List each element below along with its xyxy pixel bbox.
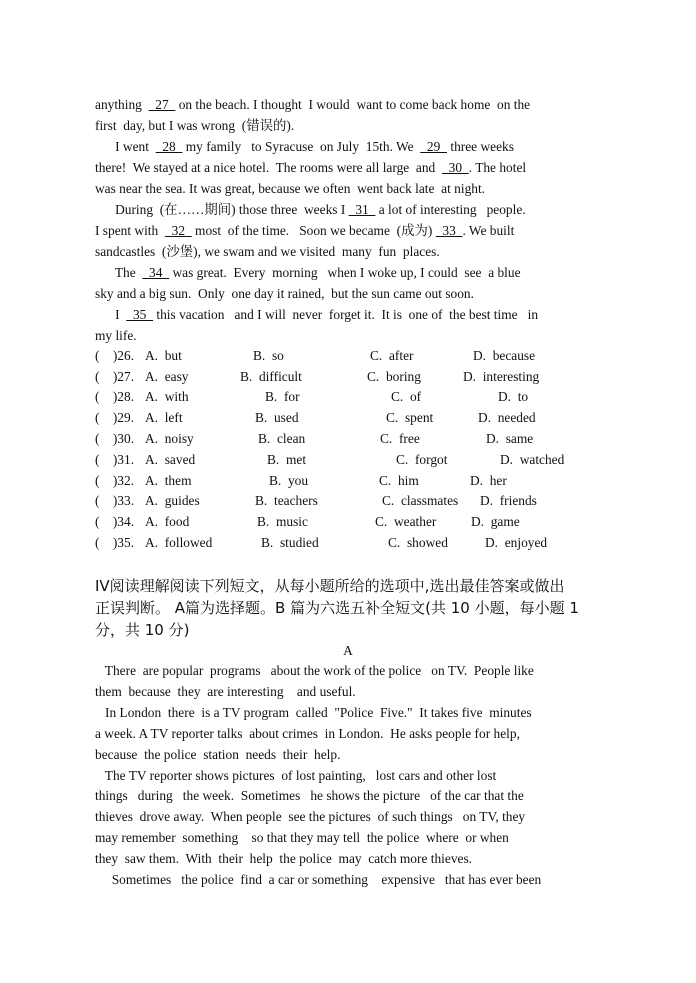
question-number[interactable]: ( )32.	[95, 473, 135, 488]
blank-29: 29	[420, 139, 448, 154]
question-number[interactable]: ( )31.	[95, 452, 135, 467]
passage-line: was near the sea. It was great, because we often went back late at night.	[95, 181, 486, 196]
option-a: A. them	[145, 473, 192, 488]
passage-line: things during the week. Sometimes he shows the picture of the car that the	[95, 788, 524, 803]
passage-line: Sometimes the police find a car or something expensive that has ever been	[95, 872, 542, 887]
blank-30: 30	[441, 160, 469, 175]
question-row	[95, 429, 615, 449]
blank-35: 35	[126, 307, 154, 322]
passage-line: them because they are interesting and useful.	[95, 684, 356, 699]
option-d: D. enjoyed	[485, 535, 548, 550]
question-row	[95, 491, 615, 511]
option-b: B. music	[257, 514, 308, 529]
passage-line: thieves drove away. When people see the pictures of such things on TV, they	[95, 809, 526, 824]
passage-line: In London there is a TV program called "Police Five." It takes five minutes	[95, 705, 532, 720]
option-d: D. same	[486, 431, 534, 446]
passage-line: During (在……期间) those three weeks I 31 a lot of interesting people.	[95, 202, 526, 217]
option-b: B. you	[269, 473, 309, 488]
option-b: B. for	[265, 389, 300, 404]
passage-line: a week. A TV reporter talks about crimes in London. He asks people for help,	[95, 726, 520, 741]
question-row	[95, 450, 615, 470]
question-number[interactable]: ( )26.	[95, 348, 135, 363]
question-number[interactable]: ( )33.	[95, 493, 135, 508]
question-row	[95, 533, 615, 553]
question-row	[95, 346, 615, 366]
option-b: B. difficult	[240, 369, 302, 384]
option-b: B. met	[267, 452, 307, 467]
question-number[interactable]: ( )29.	[95, 410, 135, 425]
blank-27: 27	[148, 97, 176, 112]
option-d: D. game	[471, 514, 520, 529]
blank-28: 28	[155, 139, 183, 154]
option-c: C. weather	[375, 514, 437, 529]
passage-line: they saw them. With their help the police may catch more thieves.	[95, 851, 473, 866]
passage-line: may remember something so that they may tell the police where or when	[95, 830, 509, 845]
passage-line: I 35 this vacation and I will never forget it. It is one of the best time in	[95, 307, 539, 322]
option-c: C. after	[370, 348, 414, 363]
passage-label: A	[343, 643, 353, 658]
option-b: B. clean	[258, 431, 306, 446]
option-c: C. classmates	[382, 493, 459, 508]
passage-line: my life.	[95, 328, 137, 343]
option-d: D. friends	[480, 493, 537, 508]
passage-line: sandcastles (沙堡), we swam and we visited many fun places.	[95, 244, 440, 259]
option-d: D. to	[498, 389, 529, 404]
option-c: C. showed	[388, 535, 448, 550]
blank-32: 32	[164, 223, 192, 238]
passage-line: There are popular programs about the work of the police on TV. People like	[95, 663, 534, 678]
passage-line: because the police station needs their help.	[95, 747, 341, 762]
option-a: A. with	[145, 389, 189, 404]
option-d: D. watched	[500, 452, 565, 467]
option-c: C. forgot	[396, 452, 448, 467]
question-row	[95, 387, 615, 407]
passage-line: I went 28 my family to Syracuse on July 15th. We 29 three weeks	[95, 139, 514, 154]
question-number[interactable]: ( )28.	[95, 389, 135, 404]
option-a: A. followed	[145, 535, 213, 550]
blank-34: 34	[142, 265, 170, 280]
blank-33: 33	[435, 223, 463, 238]
option-c: C. of	[391, 389, 422, 404]
question-row	[95, 512, 615, 532]
option-a: A. guides	[145, 493, 200, 508]
question-row	[95, 471, 615, 491]
question-number[interactable]: ( )27.	[95, 369, 135, 384]
question-row	[95, 367, 615, 387]
question-number[interactable]: ( )34.	[95, 514, 135, 529]
question-number[interactable]: ( )30.	[95, 431, 135, 446]
option-a: A. easy	[145, 369, 189, 384]
option-d: D. her	[470, 473, 507, 488]
passage-line: The TV reporter shows pictures of lost painting, lost cars and other lost	[95, 768, 497, 783]
passage-line: The 34 was great. Every morning when I woke up, I could see a blue	[95, 265, 521, 280]
option-c: C. boring	[367, 369, 421, 384]
option-b: B. so	[253, 348, 284, 363]
question-number[interactable]: ( )35.	[95, 535, 135, 550]
option-d: D. interesting	[463, 369, 540, 384]
passage-line: anything 27 on the beach. I thought I would want to come back home on the	[95, 97, 531, 112]
passage-line: there! We stayed at a nice hotel. The rooms were all large and 30 . The hotel	[95, 160, 527, 175]
option-a: A. saved	[145, 452, 196, 467]
option-d: D. needed	[478, 410, 536, 425]
option-c: C. spent	[386, 410, 434, 425]
option-c: C. free	[380, 431, 420, 446]
option-d: D. because	[473, 348, 536, 363]
option-c: C. him	[379, 473, 419, 488]
option-a: A. noisy	[145, 431, 194, 446]
passage-line: first day, but I was wrong (错误的).	[95, 118, 295, 133]
option-a: A. food	[145, 514, 190, 529]
option-b: B. used	[255, 410, 299, 425]
passage-line: I spent with 32 most of the time. Soon we became (成为) 33 . We built	[95, 223, 515, 238]
option-b: B. studied	[261, 535, 319, 550]
question-row	[95, 408, 615, 428]
passage-line: sky and a big sun. Only one day it rained, but the sun came out soon.	[95, 286, 474, 301]
option-a: A. but	[145, 348, 182, 363]
option-a: A. left	[145, 410, 183, 425]
blank-31: 31	[348, 202, 376, 217]
option-b: B. teachers	[255, 493, 318, 508]
